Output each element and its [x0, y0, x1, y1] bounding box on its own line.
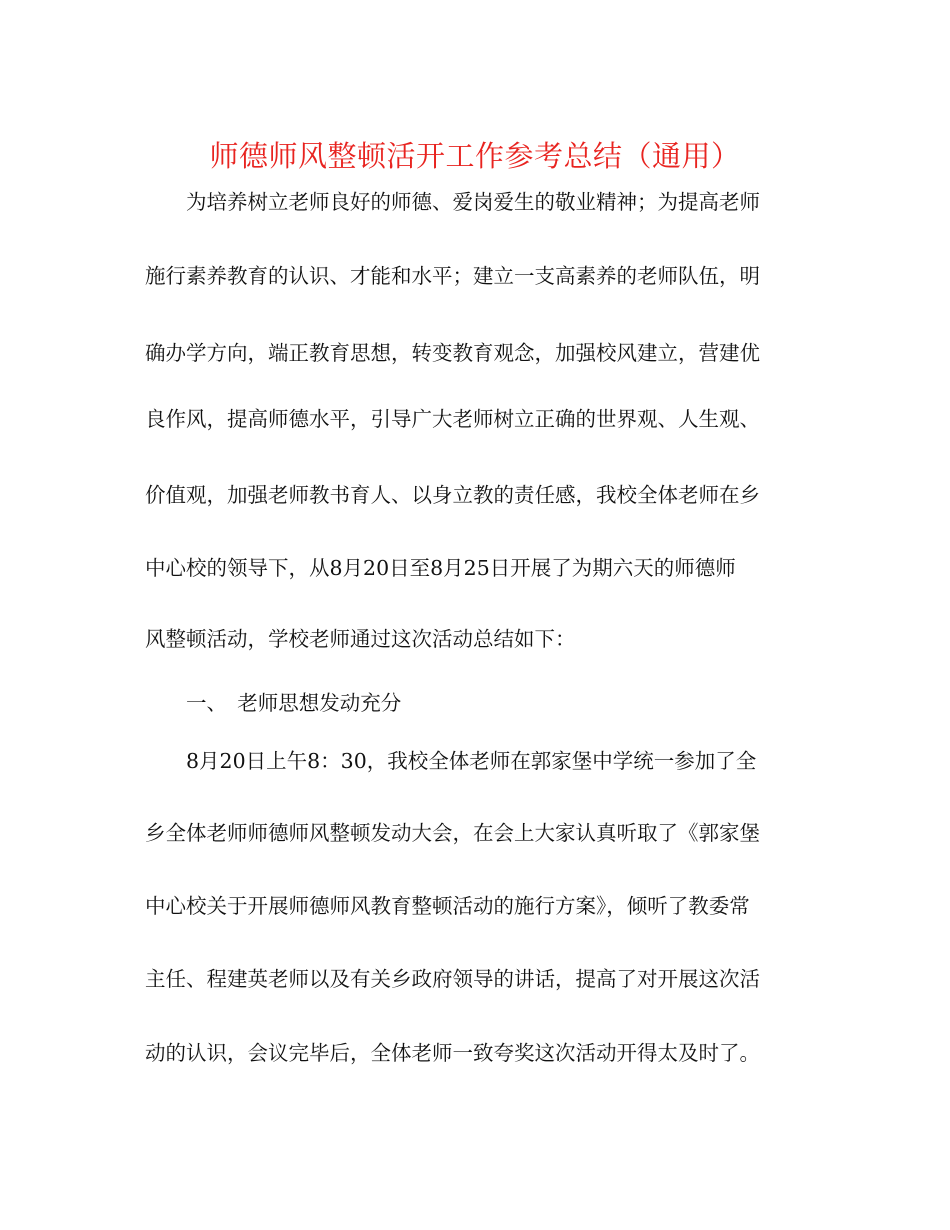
paragraph-line: 价值观，加强老师教书育人、以身立教的责任感，我校全体老师在乡 [145, 483, 760, 507]
paragraph-line: 中心校的领导下，从8月20日至8月25日开展了为期六天的师德师 [145, 556, 736, 580]
paragraph-line: 动的认识，会议完毕后，全体老师一致夸奖这次活动开得太及时了。 [145, 1041, 760, 1065]
paragraph-line: 良作风，提高师德水平，引导广大老师树立正确的世界观、人生观、 [145, 407, 760, 431]
paragraph-line: 8月20日上午8：30，我校全体老师在郭家堡中学统一参加了全 [145, 749, 757, 773]
paragraph-line: 中心校关于开展师德师风教育整顿活动的施行方案》，倾听了教委常 [145, 894, 750, 918]
paragraph-line: 确办学方向，端正教育思想，转变教育观念，加强校风建立，营建优 [145, 341, 760, 365]
paragraph-line: 为培养树立老师良好的师德、爱岗爱生的敬业精神；为提高老师 [145, 190, 760, 214]
paragraph-line: 主任、程建英老师以及有关乡政府领导的讲话，提高了对开展这次活 [145, 967, 760, 991]
paragraph-line: 风整顿活动，学校老师通过这次活动总结如下： [145, 627, 576, 651]
paragraph-line: 施行素养教育的认识、才能和水平；建立一支高素养的老师队伍，明 [145, 264, 760, 288]
section-heading: 一、 老师思想发动充分 [145, 691, 402, 715]
paragraph-line: 乡全体老师师德师风整顿发动大会，在会上大家认真听取了《郭家堡 [145, 821, 760, 845]
document-title: 师德师风整顿活开工作参考总结（通用） [209, 139, 741, 173]
